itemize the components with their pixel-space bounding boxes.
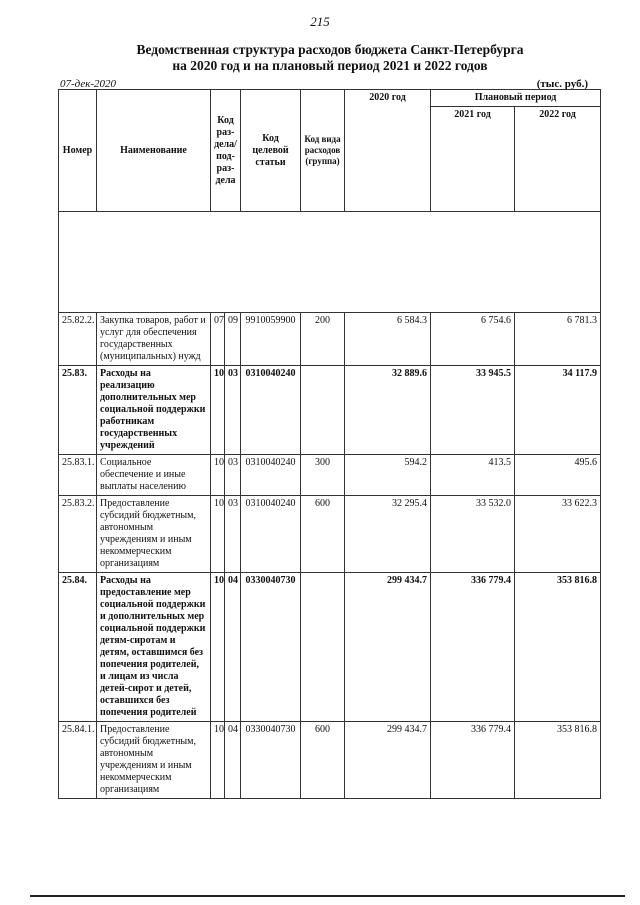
budget-table xyxy=(58,89,601,799)
row-number: 25.83. xyxy=(59,366,97,455)
document-date: 07-дек-2020 xyxy=(60,78,117,90)
row-amount-2020: 594.2 xyxy=(345,455,431,496)
header-number: Номер xyxy=(59,90,97,212)
row-number: 25.82.2. xyxy=(59,313,97,366)
row-name: Социальное обеспечение и иные выплаты населению xyxy=(97,455,211,496)
row-amount-2020: 32 889.6 xyxy=(345,366,431,455)
header-2020: 2020 год xyxy=(345,90,431,212)
row-subsection: 04 xyxy=(225,722,241,799)
row-target-code: 0330040730 xyxy=(241,722,301,799)
row-expense-type xyxy=(301,573,345,722)
row-section: 10 xyxy=(211,722,225,799)
row-target-code: 0310040240 xyxy=(241,366,301,455)
header-2021: 2021 год xyxy=(431,107,515,212)
row-subsection: 09 xyxy=(225,313,241,366)
row-section: 10 xyxy=(211,455,225,496)
row-subsection: 04 xyxy=(225,573,241,722)
row-expense-type: 600 xyxy=(301,496,345,573)
row-amount-2022: 495.6 xyxy=(515,455,601,496)
row-expense-type: 200 xyxy=(301,313,345,366)
row-expense-type: 300 xyxy=(301,455,345,496)
table-row xyxy=(59,313,601,366)
row-expense-type: 600 xyxy=(301,722,345,799)
row-section: 07 xyxy=(211,313,225,366)
row-target-code: 0310040240 xyxy=(241,455,301,496)
row-subsection: 03 xyxy=(225,496,241,573)
row-amount-2022: 6 781.3 xyxy=(515,313,601,366)
row-subsection: 03 xyxy=(225,455,241,496)
page-number: 215 xyxy=(310,14,330,29)
row-number: 25.83.2. xyxy=(59,496,97,573)
header-section-code: Код раз- дела/ под- раз- дела xyxy=(211,90,241,212)
units-label: (тыс. руб.) xyxy=(536,78,588,90)
row-name: Расходы на реализацию дополнительных мер социальной поддержки работникам государственных учреждений xyxy=(97,366,211,455)
header-planned-period: Плановый период xyxy=(431,90,601,107)
header-target-code: Код целевой статьи xyxy=(241,90,301,212)
row-amount-2021: 6 754.6 xyxy=(431,313,515,366)
table-row xyxy=(59,496,601,573)
row-amount-2022: 33 622.3 xyxy=(515,496,601,573)
row-amount-2022: 353 816.8 xyxy=(515,722,601,799)
header-name: Наименование xyxy=(97,90,211,212)
row-amount-2021: 33 532.0 xyxy=(431,496,515,573)
table-row xyxy=(59,573,601,722)
row-expense-type xyxy=(301,366,345,455)
spacer-row xyxy=(59,212,601,313)
row-section: 10 xyxy=(211,573,225,722)
table-row xyxy=(59,455,601,496)
row-amount-2020: 6 584.3 xyxy=(345,313,431,366)
table-body xyxy=(59,212,601,799)
footer-rule xyxy=(30,895,625,897)
row-section: 10 xyxy=(211,496,225,573)
document-title xyxy=(60,42,600,74)
row-amount-2020: 299 434.7 xyxy=(345,573,431,722)
row-amount-2021: 413.5 xyxy=(431,455,515,496)
row-name: Предоставление субсидий бюджетным, автономным учреждениям и иным некоммерческим организациям xyxy=(97,722,211,799)
row-subsection: 03 xyxy=(225,366,241,455)
row-amount-2021: 336 779.4 xyxy=(431,573,515,722)
row-name: Закупка товаров, работ и услуг для обеспечения государственных (муниципальных) нужд xyxy=(97,313,211,366)
row-target-code: 0330040730 xyxy=(241,573,301,722)
row-number: 25.83.1. xyxy=(59,455,97,496)
row-amount-2021: 33 945.5 xyxy=(431,366,515,455)
row-amount-2020: 32 295.4 xyxy=(345,496,431,573)
header-expense-type-code: Код вида расходов (группа) xyxy=(301,90,345,212)
title-line-1: Ведомственная структура расходов бюджета Санкт-Петербурга xyxy=(136,42,524,57)
table-row xyxy=(59,366,601,455)
header-2022: 2022 год xyxy=(515,107,601,212)
row-target-code: 0310040240 xyxy=(241,496,301,573)
row-amount-2020: 299 434.7 xyxy=(345,722,431,799)
row-target-code: 9910059900 xyxy=(241,313,301,366)
row-amount-2021: 336 779.4 xyxy=(431,722,515,799)
table-row xyxy=(59,722,601,799)
row-amount-2022: 353 816.8 xyxy=(515,573,601,722)
spacer-cell xyxy=(59,212,601,313)
row-name: Расходы на предоставление мер социальной поддержки и дополнительных мер социальной поддержки детям-сиротам и детям, оставшимся без попечения родителей, и лицам из числа детей-сирот и детей, оставшихся без попечения родителей xyxy=(97,573,211,722)
row-section: 10 xyxy=(211,366,225,455)
title-line-2: на 2020 год и на плановый период 2021 и 2022 годов xyxy=(172,58,488,73)
row-amount-2022: 34 117.9 xyxy=(515,366,601,455)
row-number: 25.84. xyxy=(59,573,97,722)
row-name: Предоставление субсидий бюджетным, автономным учреждениям и иным некоммерческим организациям xyxy=(97,496,211,573)
row-number: 25.84.1. xyxy=(59,722,97,799)
